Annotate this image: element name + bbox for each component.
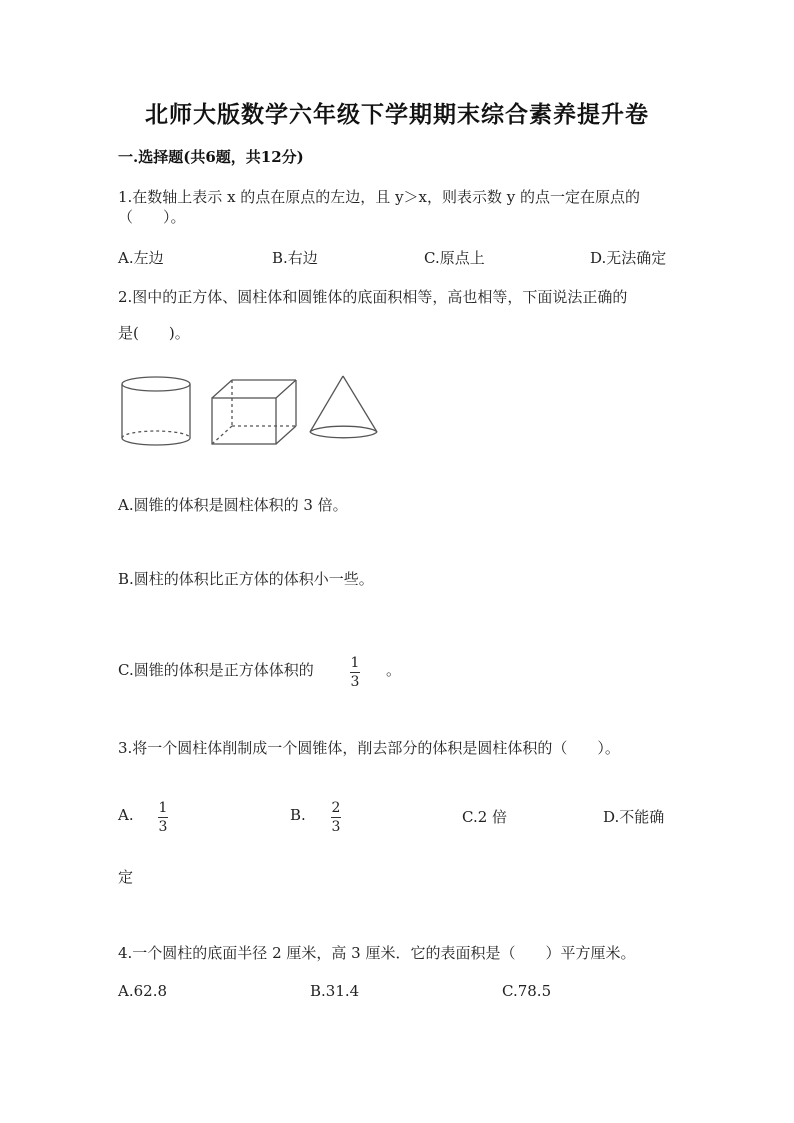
question-3-option-b: B. — [290, 806, 306, 824]
fraction-bar — [350, 672, 360, 673]
question-2-option-b: B.圆柱的体积比正方体的体积小一些。 — [118, 570, 374, 588]
question-4-option-c: C.78.5 — [502, 982, 552, 1000]
question-4-option-b: B.31.4 — [310, 982, 360, 1000]
section-heading: 一.选择题(共6题，共12分) — [118, 148, 304, 166]
question-1-option-c: C.原点上 — [424, 249, 485, 267]
fraction-denominator: 3 — [158, 819, 168, 835]
question-2-option-c-fraction — [350, 655, 360, 690]
question-4-option-a: A.62.8 — [118, 982, 167, 1000]
fraction-denominator: 3 — [331, 819, 341, 835]
question-3-option-a-fraction — [158, 800, 168, 835]
question-3-text: 3.将一个圆柱体削制成一个圆锥体，削去部分的体积是圆柱体积的（ ）。 — [118, 739, 620, 757]
question-1-option-b: B.右边 — [272, 249, 318, 267]
fraction-numerator: 1 — [158, 800, 168, 816]
page-title: 北师大版数学六年级下学期期末综合素养提升卷 — [145, 101, 649, 128]
question-1-option-d: D.无法确定 — [590, 249, 667, 267]
question-3-option-d-wrap: 定 — [118, 868, 134, 886]
fraction-numerator: 1 — [350, 655, 360, 671]
question-2-option-c: C.圆锥的体积是正方体体积的 — [118, 661, 314, 679]
question-4-text: 4.一个圆柱的底面半径 2 厘米，高 3 厘米．它的表面积是（ ）平方厘米。 — [118, 944, 636, 962]
question-1-option-a: A.左边 — [118, 249, 164, 267]
cylinder-figure — [122, 377, 190, 445]
fraction-bar — [158, 817, 168, 818]
question-3-option-c: C.2 倍 — [462, 808, 508, 826]
question-3-option-d: D.不能确 — [603, 808, 665, 826]
question-2-text: 2.图中的正方体、圆柱体和圆锥体的底面积相等，高也相等，下面说法正确的 — [118, 288, 628, 306]
question-3-option-b-fraction — [331, 800, 341, 835]
fraction-denominator: 3 — [350, 674, 360, 690]
solid-figures-diagram — [118, 374, 388, 450]
fraction-bar — [331, 817, 341, 818]
question-2-option-c-suffix: 。 — [386, 661, 402, 679]
cube-figure — [212, 380, 296, 444]
question-2-text-wrap: 是( )。 — [118, 324, 190, 342]
fraction-numerator: 2 — [331, 800, 341, 816]
cone-figure — [310, 376, 377, 438]
question-1-text-wrap: （ ）。 — [118, 208, 186, 226]
question-3-option-a: A. — [118, 806, 134, 824]
question-2-option-a: A.圆锥的体积是圆柱体积的 3 倍。 — [118, 496, 348, 514]
question-1-text: 1.在数轴上表示 x 的点在原点的左边，且 y＞x，则表示数 y 的点一定在原点的 — [118, 188, 641, 206]
